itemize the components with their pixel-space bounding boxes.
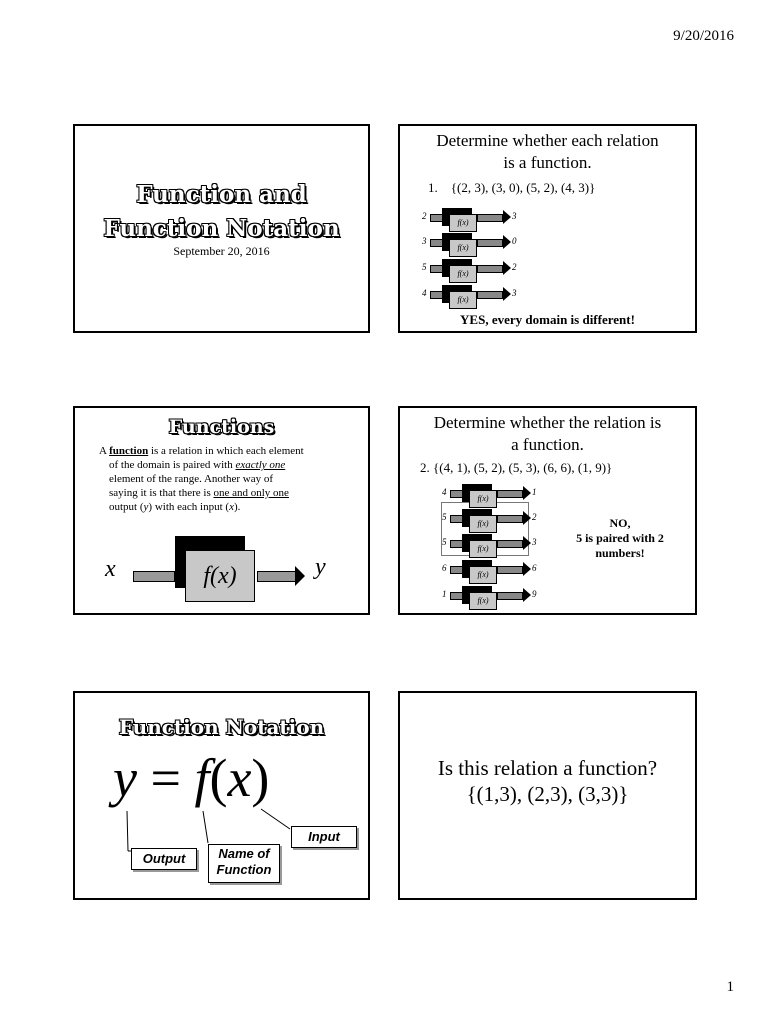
slide-subtitle: September 20, 2016 (173, 244, 270, 258)
function-machine-row (442, 507, 542, 533)
def-text: is a relation in which each element (148, 445, 304, 457)
def-emphasis: one and only one (213, 487, 289, 499)
function-machine-row (422, 257, 522, 283)
def-text: ). (233, 501, 241, 513)
machine-label: f(x) (469, 515, 497, 533)
label-name-of-function (208, 844, 280, 883)
label-input: Input (291, 826, 357, 848)
arrow-right-icon (477, 291, 503, 299)
eq-equals: = (150, 748, 181, 808)
machine-output: 2 (532, 512, 537, 522)
label-name-line1: Name of (218, 846, 270, 861)
def-text: output ( (109, 501, 144, 513)
slide-question (398, 691, 697, 900)
header-date: 9/20/2016 (673, 28, 734, 44)
machine-input: 5 (422, 262, 427, 272)
machine-label: f(x) (449, 265, 477, 283)
machine-output: 6 (532, 563, 537, 573)
machine-input: 6 (442, 563, 447, 573)
eq-rparen: ) (251, 748, 270, 808)
def-text: ) with each input ( (148, 501, 230, 513)
def-emphasis: exactly one (235, 459, 286, 471)
machine-label: f(x) (449, 291, 477, 309)
def-keyword: function (109, 445, 149, 457)
arrow-right-icon (497, 515, 523, 523)
label-name-line2: Function (216, 862, 272, 877)
diagram-output-y: y (315, 554, 326, 580)
machine-input: 3 (422, 236, 427, 246)
eq-x: x (227, 748, 252, 808)
slide-title (73, 124, 370, 333)
slide-title-line1: Function and (136, 181, 307, 208)
arrow-right-icon (133, 571, 175, 582)
arrow-right-icon (497, 592, 523, 600)
slide2-item: 1. {(2, 3), (3, 0), (5, 2), (4, 3)} (428, 180, 596, 195)
def-text: element of the range. Another way of (109, 473, 274, 485)
machine-output: 3 (532, 537, 537, 547)
machine-input: 4 (422, 288, 427, 298)
slide2-answer: YES, every domain is different! (460, 312, 635, 327)
machine-input: 2 (422, 211, 427, 221)
function-machine-row (442, 532, 542, 558)
machine-output: 9 (532, 589, 537, 599)
slide4-heading-line2: a function. (511, 435, 584, 454)
machine-output: 1 (532, 487, 537, 497)
machine-label: f(x) (449, 214, 477, 232)
machine-output: 0 (512, 236, 517, 246)
arrow-right-icon (477, 265, 503, 273)
machine-label: f(x) (469, 540, 497, 558)
slide-relation-1 (398, 124, 697, 333)
function-machine-row (422, 206, 522, 232)
machine-label: f(x) (469, 566, 497, 584)
slide4-item: 2. {(4, 1), (5, 2), (5, 3), (6, 6), (1, 9)} (420, 460, 613, 475)
slide4-answer-line1: NO, (609, 516, 631, 530)
machine-output: 3 (512, 288, 517, 298)
slide2-heading-line1: Determine whether each relation (436, 131, 659, 150)
eq-lparen: ( (209, 748, 228, 808)
slide6-question-line2: {(1,3), (2,3), (3,3)} (466, 782, 629, 806)
def-text: of the domain is paired with (109, 459, 236, 471)
slide-title-line2: Function Notation (103, 215, 340, 242)
slide2-heading-line2: is a function. (503, 153, 592, 172)
machine-input: 5 (442, 537, 447, 547)
arrow-right-icon (477, 214, 503, 222)
page-number: 1 (726, 979, 734, 995)
slide-relation-2 (398, 406, 697, 615)
diagram-fx: f(x) (185, 550, 255, 602)
slide-function-notation (73, 691, 370, 900)
def-text: saying it is that there is (109, 487, 214, 499)
machine-label: f(x) (469, 592, 497, 610)
eq-y: y (113, 748, 137, 808)
arrow-right-icon (497, 540, 523, 548)
slide3-title: Functions (168, 416, 275, 438)
diagram-input-x: x (105, 556, 116, 582)
machine-label: f(x) (449, 239, 477, 257)
arrow-right-icon (497, 566, 523, 574)
machine-input: 4 (442, 487, 447, 497)
function-machine-row (442, 482, 542, 508)
machine-output: 2 (512, 262, 517, 272)
slide4-answer-line3: numbers! (595, 546, 645, 560)
slide5-title: Function Notation (118, 715, 325, 739)
slide-functions (73, 406, 370, 615)
arrow-right-icon (477, 239, 503, 247)
def-text: A (99, 445, 110, 457)
slide4-answer-line2: 5 is paired with 2 (576, 531, 664, 545)
label-output: Output (131, 848, 197, 870)
machine-output: 3 (512, 211, 517, 221)
slide4-heading-line1: Determine whether the relation is (433, 413, 662, 432)
function-definition (99, 444, 369, 514)
machine-input: 5 (442, 512, 447, 522)
eq-f: f (194, 748, 210, 808)
def-var: y (143, 501, 149, 513)
function-machine-row (442, 558, 542, 584)
function-machine-row (442, 584, 542, 610)
function-machine-row (422, 231, 522, 257)
def-var: x (229, 501, 234, 513)
machine-input: 1 (442, 589, 447, 599)
function-machine-row (422, 283, 522, 309)
arrow-right-icon (257, 571, 297, 582)
arrow-right-icon (497, 490, 523, 498)
slide6-question-line1: Is this relation a function? (437, 756, 658, 780)
machine-label: f(x) (469, 490, 497, 508)
